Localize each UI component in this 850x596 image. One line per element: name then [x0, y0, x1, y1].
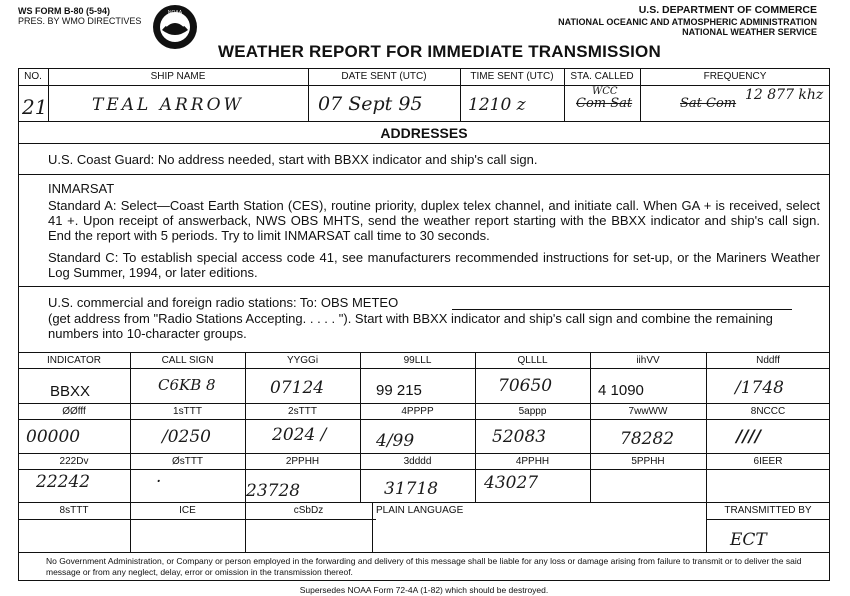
label-no: NO. — [24, 71, 42, 82]
label-ship-name: SHIP NAME — [150, 71, 206, 82]
value-2pphh[interactable]: 23728 — [246, 481, 301, 501]
divider — [18, 552, 830, 553]
value-iihvv[interactable]: 4 1090 — [598, 382, 644, 399]
label-00fff: ØØfff — [62, 406, 86, 417]
value-sta-called-struck: Com Sat — [576, 96, 633, 111]
value-2sttt[interactable]: 2024 / — [272, 425, 327, 445]
value-yyggi[interactable]: 07124 — [270, 378, 325, 398]
label-csbdz: cSbDz — [293, 505, 324, 516]
agency-name: NATIONAL OCEANIC AND ATMOSPHERIC ADMINISTRATION — [558, 17, 817, 27]
value-222dv[interactable]: 22242 — [36, 472, 91, 492]
value-frequency[interactable]: 12 877 khz — [745, 87, 824, 103]
divider — [360, 352, 361, 502]
divider — [18, 519, 376, 520]
inmarsat-heading: INMARSAT — [48, 181, 115, 196]
label-nddff: Nddff — [756, 355, 780, 366]
divider — [706, 352, 707, 552]
coast-guard-text: U.S. Coast Guard: No address needed, start with BBXX indicator and ship's call sign. — [48, 152, 538, 167]
pres-by: PRES. BY WMO DIRECTIVES — [18, 16, 142, 26]
value-8nccc[interactable]: //// — [736, 427, 761, 447]
value-5appp[interactable]: 52083 — [492, 427, 547, 447]
label-2sttt: 2sTTT — [288, 406, 317, 417]
value-4pphh[interactable]: 43027 — [484, 473, 539, 493]
value-1sttt[interactable]: /0250 — [162, 427, 211, 447]
label-2pphh: 2PPHH — [285, 456, 320, 467]
radio-stations-line1: U.S. commercial and foreign radio stations: To: OBS METEO — [48, 295, 399, 310]
label-indicator: INDICATOR — [46, 355, 102, 366]
divider — [18, 469, 830, 470]
divider — [18, 453, 830, 454]
label-8nccc: 8NCCC — [750, 406, 786, 417]
label-0sttt: ØsTTT — [171, 456, 204, 467]
standard-a-text: Standard A: Select—Coast Earth Station (CES), routine priority, duplex telex channel, and initiate call. When GA + is received, select 41 +. Upon receipt of answerback, NWS OBS MHTS, send the weather report starting with the BBXX indicator and ship's call sign. End the report with 5 periods. Try to limit INMARSAT call time to 30 seconds. — [48, 198, 820, 243]
divider — [590, 352, 591, 502]
noaa-logo-icon — [152, 4, 198, 50]
value-ship-name[interactable]: TEAL ARROW — [92, 95, 245, 115]
label-plain-language: PLAIN LANGUAGE — [376, 505, 464, 516]
form-id: WS FORM B-80 (5-94) — [18, 6, 111, 16]
value-transmitted-by[interactable]: ECT — [730, 530, 767, 550]
divider — [706, 519, 830, 520]
value-nddff[interactable]: /1748 — [735, 378, 784, 398]
value-99lll[interactable]: 99 215 — [376, 382, 422, 399]
label-call-sign: CALL SIGN — [161, 355, 214, 366]
value-7wwww[interactable]: 78282 — [620, 429, 675, 449]
label-qllll: QLLLL — [517, 355, 548, 366]
label-yyggi: YYGGi — [286, 355, 319, 366]
label-5pphh: 5PPHH — [631, 456, 665, 467]
label-1sttt: 1sTTT — [173, 406, 202, 417]
divider — [18, 352, 830, 353]
divider — [245, 352, 246, 552]
value-date-sent[interactable]: 07 Sept 95 — [318, 93, 423, 115]
dept-name: U.S. DEPARTMENT OF COMMERCE — [638, 4, 817, 16]
standard-c-text: Standard C: To establish special access code 41, see manufacturers recommended instructions for set-up, or the Mariners Weather Log Summer, 1994, or later editions. — [48, 250, 820, 280]
value-qllll[interactable]: 70650 — [498, 376, 553, 396]
label-frequency: FREQUENCY — [703, 71, 767, 82]
value-0sttt[interactable]: · — [156, 472, 162, 492]
divider — [18, 85, 830, 86]
obs-meteo-blank[interactable] — [452, 309, 792, 310]
value-4pppp[interactable]: 4/99 — [376, 431, 415, 451]
label-transmitted-by: TRANSMITTED BY — [724, 505, 812, 516]
supersedes-note: Supersedes NOAA Form 72-4A (1-82) which should be destroyed. — [299, 585, 549, 595]
label-8sttt: 8sTTT — [59, 505, 89, 516]
label-99lll: 99LLL — [403, 355, 432, 366]
divider — [18, 286, 830, 287]
divider — [475, 352, 476, 502]
noaa-logo — [152, 4, 198, 50]
value-00fff[interactable]: 00000 — [26, 427, 81, 447]
label-3dddd: 3dddd — [403, 456, 432, 467]
value-3dddd[interactable]: 31718 — [384, 479, 439, 499]
label-4pppp: 4PPPP — [401, 406, 434, 417]
value-sta-called[interactable]: WCC — [592, 86, 618, 97]
label-date-sent: DATE SENT (UTC) — [341, 71, 427, 82]
value-indicator: BBXX — [50, 383, 91, 400]
label-ice: ICE — [179, 505, 196, 516]
label-iihvv: iihVV — [636, 355, 660, 366]
label-6ieer: 6IEER — [753, 456, 783, 467]
label-4pphh: 4PPHH — [515, 456, 550, 467]
form-title: WEATHER REPORT FOR IMMEDIATE TRANSMISSION — [218, 42, 661, 61]
value-no[interactable]: 21 — [22, 95, 48, 119]
divider — [372, 502, 373, 552]
divider — [130, 352, 131, 552]
label-sta-called: STA. CALLED — [570, 71, 634, 82]
value-time-sent[interactable]: 1210 z — [468, 95, 526, 115]
addresses-heading: ADDRESSES — [380, 125, 468, 141]
value-frequency-struck: Sat Com — [680, 96, 737, 111]
liability-notice: No Government Administration, or Company or person employed in the forwarding and delivery of this message shall be liable for any loss or damage arising from failure to transmit or to deliver the said message or from any neglect, delay, error or omission in the transmission thereof. — [46, 556, 802, 577]
noaa-logo-text: NOAA — [167, 10, 183, 16]
divider — [18, 502, 830, 503]
divider — [18, 368, 830, 369]
radio-stations-line2: (get address from "Radio Stations Accepting. . . . . "). Start with BBXX indicator and ship's call sign and combine the remaining numbers into 10-character groups. — [48, 311, 773, 341]
label-time-sent: TIME SENT (UTC) — [470, 71, 554, 82]
divider — [18, 419, 830, 420]
value-call-sign[interactable]: C6KB 8 — [158, 376, 216, 394]
label-5appp: 5appp — [518, 406, 547, 417]
divider — [18, 143, 830, 144]
divider — [18, 403, 830, 404]
label-7wwww: 7wwWW — [628, 406, 668, 417]
service-name: NATIONAL WEATHER SERVICE — [682, 27, 817, 37]
divider — [18, 174, 830, 175]
label-222dv: 222Dv — [59, 456, 89, 467]
divider — [18, 121, 830, 122]
